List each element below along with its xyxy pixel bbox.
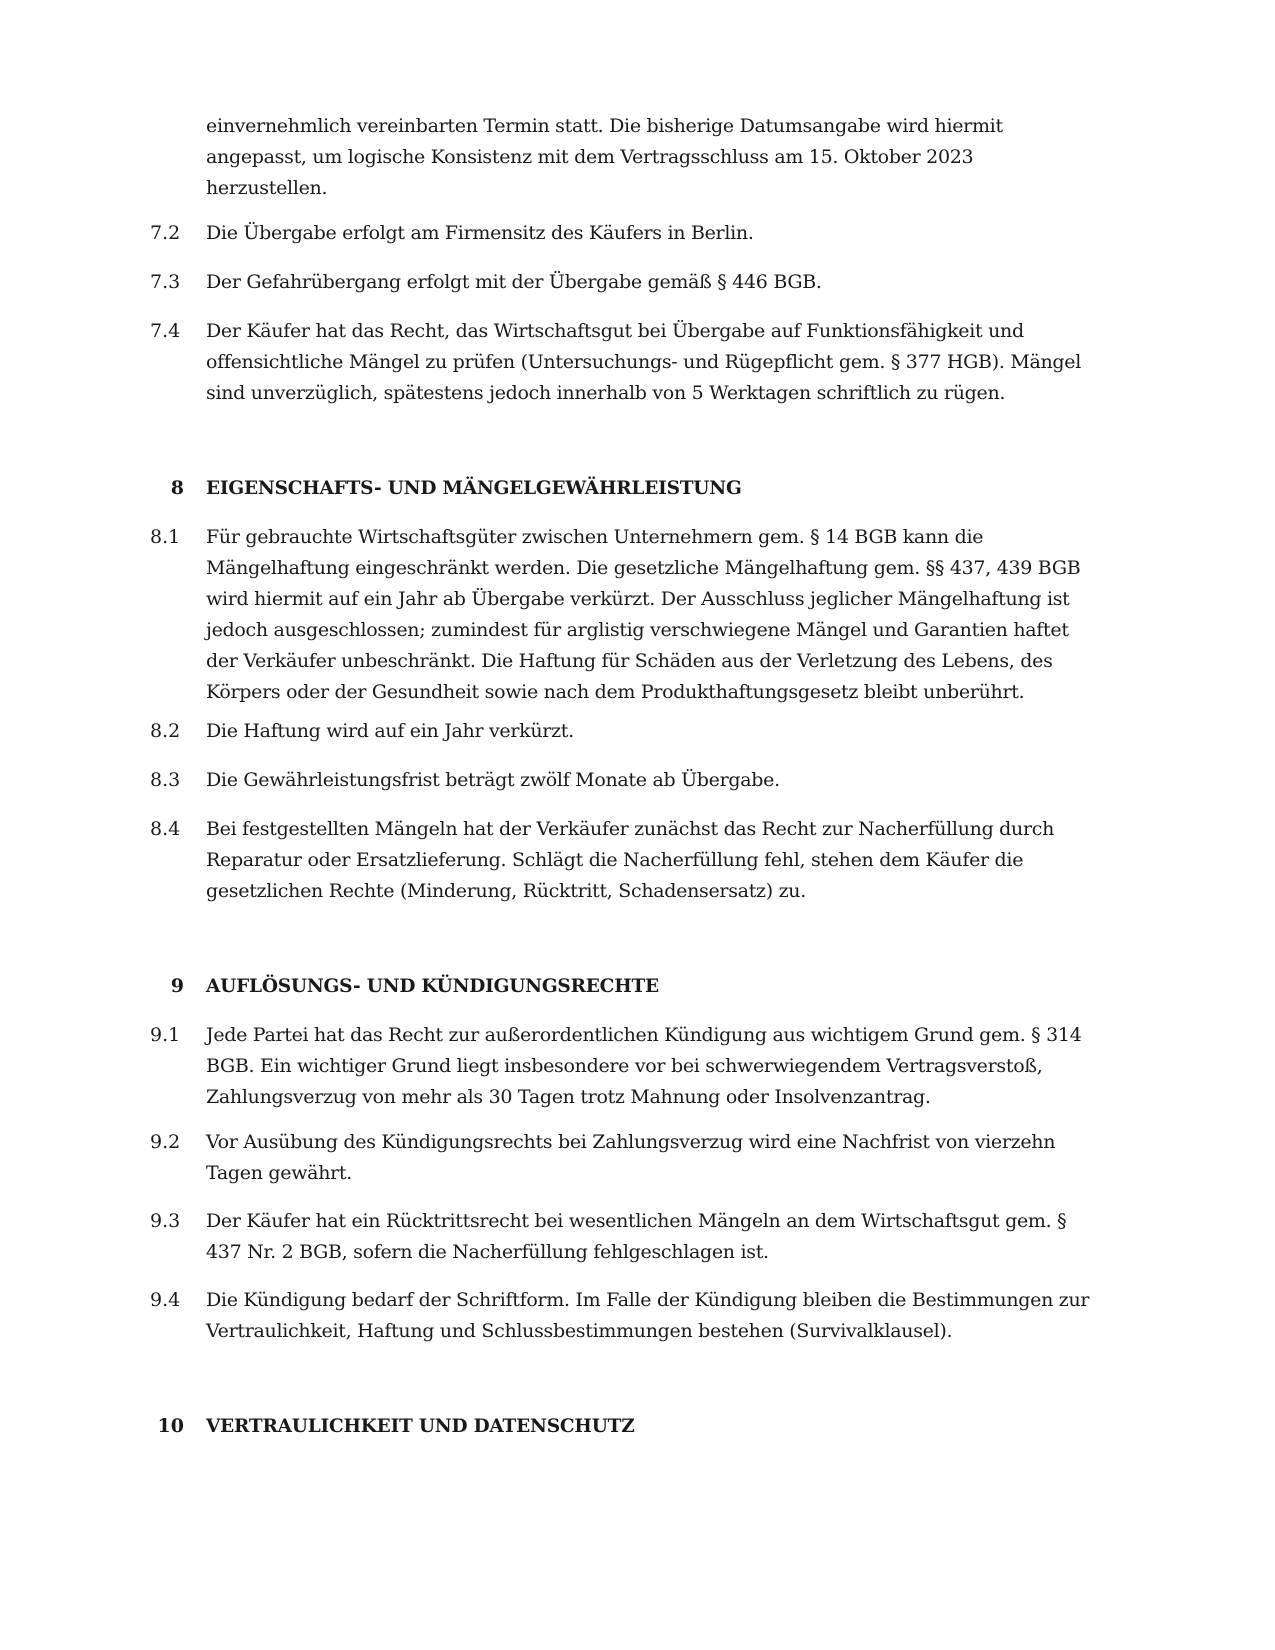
clause-text: Der Käufer hat das Recht, das Wirtschaftsgut bei Übergabe auf Funktionsfähigkeit und offensichtliche Mängel zu prüfen (Untersuchungs- und Rügepflicht gem. § 377 HGB). Mängel sind unverzüglich, spätestens jedoch innerhalb von 5 Werktagen schriftlich zu rügen.: [206, 320, 1082, 404]
clause-text: Der Gefahrübergang erfolgt mit der Übergabe gemäß § 446 BGB.: [206, 271, 822, 293]
clause-number: 8.4: [150, 818, 181, 840]
clause-number: 9.2: [150, 1131, 181, 1153]
paragraph-text: einvernehmlich vereinbarten Termin statt. Die bisherige Datumsangabe wird hiermit angepasst, um logische Konsistenz mit dem Vertragsschluss am 15. Oktober 2023 herzustellen.: [206, 115, 1003, 199]
clause-number: 7.3: [150, 271, 181, 293]
clause-text: Vor Ausübung des Kündigungsrechts bei Zahlungsverzug wird eine Nachfrist von vierzehn Tagen gewährt.: [206, 1131, 1056, 1184]
clause-number: 7.4: [150, 320, 181, 342]
section-number: 9: [170, 975, 184, 997]
clause-text: Die Gewährleistungsfrist beträgt zwölf Monate ab Übergabe.: [206, 769, 780, 791]
clause-text: Der Käufer hat ein Rücktrittsrecht bei wesentlichen Mängeln an dem Wirtschaftsgut gem. § 437 Nr. 2 BGB, sofern die Nacherfüllung fehlgeschlagen ist.: [206, 1210, 1067, 1263]
section-number: 10: [157, 1415, 184, 1437]
section-title: AUFLÖSUNGS- UND KÜNDIGUNGSRECHTE: [206, 976, 659, 997]
clause-text: Die Übergabe erfolgt am Firmensitz des Käufers in Berlin.: [206, 222, 754, 244]
clause-number: 7.2: [150, 222, 181, 244]
clause-number: 8.1: [150, 526, 181, 548]
clause-number: 9.1: [150, 1024, 181, 1046]
clause-number: 8.3: [150, 769, 181, 791]
clause-text: Für gebrauchte Wirtschaftsgüter zwischen Unternehmern gem. § 14 BGB kann die Mängelhaftung eingeschränkt werden. Die gesetzliche Mängelhaftung gem. §§ 437, 439 BGB wird hiermit auf ein Jahr ab Übergabe verkürzt. Der Ausschluss jeglicher Mängelhaftung ist jedoch ausgeschlossen; zumindest für arglistig verschwiegene Mängel und Garantien haftet der Verkäufer unbeschränkt. Die Haftung für Schäden aus der Verletzung des Lebens, des Körpers oder der Gesundheit sowie nach dem Produkthaftungsgesetz bleibt unberührt.: [206, 526, 1081, 703]
clause-number: 9.4: [150, 1289, 181, 1311]
clause-number: 8.2: [150, 720, 181, 742]
clause-number: 9.3: [150, 1210, 181, 1232]
section-number: 8: [170, 477, 184, 499]
section-title: VERTRAULICHKEIT UND DATENSCHUTZ: [206, 1416, 635, 1437]
clause-text: Die Kündigung bedarf der Schriftform. Im Falle der Kündigung bleiben die Bestimmungen zur Vertraulichkeit, Haftung und Schlussbestimmungen bestehen (Survivalklausel).: [206, 1289, 1090, 1342]
clause-text: Die Haftung wird auf ein Jahr verkürzt.: [206, 720, 574, 742]
clause-text: Jede Partei hat das Recht zur außerordentlichen Kündigung aus wichtigem Grund gem. § 314 BGB. Ein wichtiger Grund liegt insbesondere vor bei schwerwiegendem Vertragsverstoß, Zahlungsverzug von mehr als 30 Tagen trotz Mahnung oder Insolvenzantrag.: [206, 1024, 1082, 1108]
section-title: EIGENSCHAFTS- UND MÄNGELGEWÄHRLEISTUNG: [206, 478, 742, 499]
clause-text: Bei festgestellten Mängeln hat der Verkäufer zunächst das Recht zur Nacherfüllung durch Reparatur oder Ersatzlieferung. Schlägt die Nacherfüllung fehl, stehen dem Käufer die gesetzlichen Rechte (Minderung, Rücktritt, Schadensersatz) zu.: [206, 818, 1055, 902]
